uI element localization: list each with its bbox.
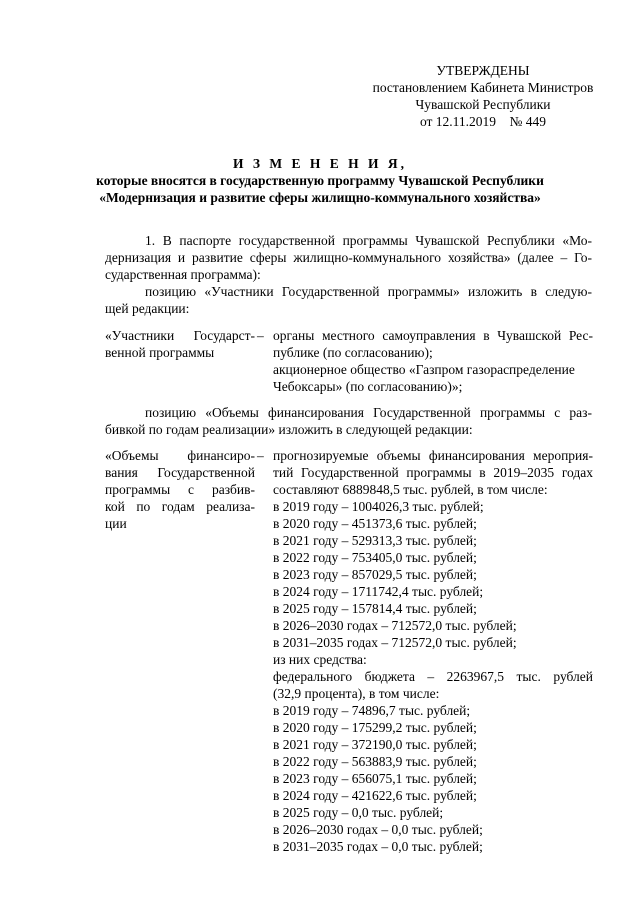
funding-line: в 2031–2035 годах – 712572,0 тыс. рублей; <box>273 635 517 650</box>
paragraph-2-line-2: щей редакции: <box>105 301 190 316</box>
funding-line: в 2025 году – 0,0 тыс. рублей; <box>273 805 444 820</box>
participants-row <box>105 327 592 397</box>
funding-dash: – <box>257 448 264 463</box>
funding-label-line-3: программы с разбив- <box>105 482 255 497</box>
approved-heading: УТВЕРЖДЕНЫ <box>436 63 530 78</box>
funding-label <box>105 447 255 532</box>
funding-label-line-5: ции <box>105 516 127 531</box>
funding-line: в 2024 году – 1711742,4 тыс. рублей; <box>273 584 484 599</box>
funding-row <box>105 447 592 867</box>
participants-value-line-4: Чебоксары» (по согласованию)»; <box>273 379 463 394</box>
funding-line: в 2023 году – 656075,1 тыс. рублей; <box>273 771 477 786</box>
paragraph-3-line-1: позицию «Объемы финансирования Государственной программы с раз- <box>145 405 592 420</box>
funding-line: в 2020 году – 175299,2 тыс. рублей; <box>273 720 477 735</box>
participants-dash: – <box>257 328 264 343</box>
funding-line: из них средства: <box>273 652 367 667</box>
funding-label-line-1: «Объемы финансиро- <box>105 448 255 463</box>
funding-line: в 2026–2030 годах – 712572,0 тыс. рублей; <box>273 618 517 633</box>
participants-value-line-1: органы местного самоуправления в Чувашской Рес- <box>273 328 593 343</box>
participants-value-line-2: публике (по согласованию); <box>273 345 433 360</box>
funding-line: в 2020 году – 451373,6 тыс. рублей; <box>273 516 477 531</box>
funding-line: в 2019 году – 74896,7 тыс. рублей; <box>273 703 471 718</box>
participants-label-line-1: «Участники Государст- <box>105 328 255 343</box>
funding-line: прогнозируемые объемы финансирования мероприя- <box>273 448 593 463</box>
paragraph-1-line-3: сударственная программа): <box>105 267 261 282</box>
participants-value-line-3: акционерное общество «Газпром газораспределение <box>273 362 575 377</box>
paragraph-3-line-2: бивкой по годам реализации» изложить в следующей редакции: <box>105 422 473 437</box>
participants-label-line-2: венной программы <box>105 345 215 360</box>
funding-line: в 2023 году – 857029,5 тыс. рублей; <box>273 567 477 582</box>
funding-line: составляют 6889848,5 тыс. рублей, в том числе: <box>273 482 548 497</box>
approved-date-number: от 12.11.2019 № 449 <box>419 114 547 129</box>
funding-line: в 2022 году – 563883,9 тыс. рублей; <box>273 754 477 769</box>
funding-line: в 2026–2030 годах – 0,0 тыс. рублей; <box>273 822 483 837</box>
funding-value <box>273 447 593 855</box>
approval-stamp-block <box>358 62 608 130</box>
participants-value <box>273 327 593 395</box>
funding-line: в 2021 году – 372190,0 тыс. рублей; <box>273 737 477 752</box>
title-subtitle-2: «Модернизация и развитие сферы жилищно-коммунального хозяйства» <box>99 190 541 205</box>
participants-label <box>105 327 255 361</box>
funding-line: тий Государственной программы в 2019–2035 годах <box>273 465 593 480</box>
approved-by: постановлением Кабинета Министров <box>372 80 594 95</box>
document-title <box>80 155 560 206</box>
funding-line: в 2021 году – 529313,3 тыс. рублей; <box>273 533 477 548</box>
paragraph-1-line-2: дернизация и развитие сферы жилищно-коммунального хозяйства» (далее – Го- <box>105 250 592 265</box>
paragraph-2-line-1: позицию «Участники Государственной программы» изложить в следую- <box>145 284 592 299</box>
funding-label-line-2: вания Государственной <box>105 465 255 480</box>
funding-line: в 2031–2035 годах – 0,0 тыс. рублей; <box>273 839 483 854</box>
funding-label-line-4: кой по годам реализа- <box>105 499 255 514</box>
paragraph-2 <box>105 283 592 317</box>
funding-line: в 2019 году – 1004026,3 тыс. рублей; <box>273 499 484 514</box>
funding-line: в 2025 году – 157814,4 тыс. рублей; <box>273 601 477 616</box>
funding-line: в 2022 году – 753405,0 тыс. рублей; <box>273 550 477 565</box>
paragraph-1 <box>105 232 592 283</box>
paragraph-1-line-1: 1. В паспорте государственной программы Чувашской Республики «Мо- <box>145 233 592 248</box>
funding-line: в 2024 году – 421622,6 тыс. рублей; <box>273 788 477 803</box>
approved-republic: Чувашской Республики <box>415 97 551 112</box>
title-main: И З М Е Н Е Н И Я, <box>232 156 407 171</box>
funding-line: (32,9 процента), в том числе: <box>273 686 440 701</box>
paragraph-3 <box>105 404 592 438</box>
title-subtitle-1: которые вносятся в государственную программу Чувашской Республики <box>96 173 544 188</box>
funding-line: федерального бюджета – 2263967,5 тыс. рублей <box>273 669 593 684</box>
